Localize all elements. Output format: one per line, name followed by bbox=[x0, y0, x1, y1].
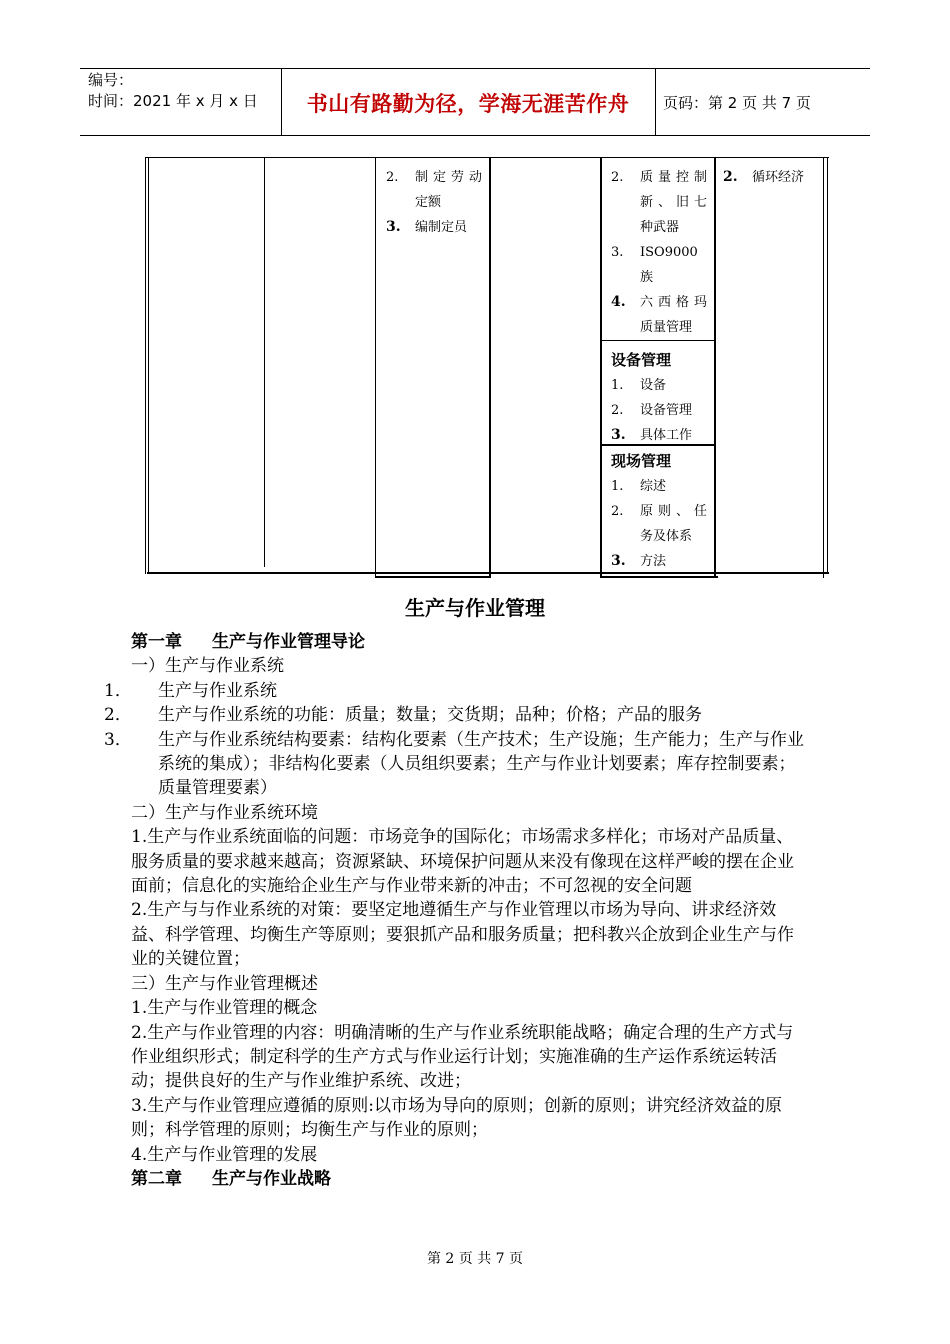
header-bottom-rule bbox=[80, 135, 870, 136]
header-top-rule bbox=[80, 68, 870, 69]
table-col-line-2 bbox=[375, 157, 376, 578]
table-col-line-5 bbox=[714, 157, 716, 578]
list-item: 4. 六西格玛 bbox=[611, 294, 707, 310]
page-footer: 第 2 页 共 7 页 bbox=[426, 1251, 524, 1267]
section-heading: 一）生产与作业系统 bbox=[131, 656, 284, 677]
list-item: 质量管理 bbox=[640, 320, 693, 335]
paragraph: 4.生产与作业管理的发展 bbox=[131, 1144, 318, 1165]
table-col-line-1 bbox=[264, 157, 265, 567]
list-item: 种武器 bbox=[640, 220, 680, 235]
col5-quality-list bbox=[611, 165, 707, 340]
header-time: 时间：2021 年 x 月 x 日 bbox=[88, 92, 258, 110]
document-title: 生产与作业管理 bbox=[405, 596, 545, 620]
section-heading: 二）生产与作业系统环境 bbox=[131, 802, 318, 823]
list-item: 1． 生产与作业系统 bbox=[104, 680, 277, 701]
table-top-border bbox=[145, 157, 829, 158]
header-meta bbox=[88, 70, 258, 112]
list-item: 3. ISO9000 bbox=[611, 245, 698, 260]
list-item: 3. 方法 bbox=[611, 553, 667, 569]
paragraph: 1.生产与作业管理的概念 bbox=[131, 998, 318, 1019]
paragraph: 2.生产与作业管理的内容：明确清晰的生产与作业系统职能战略；确定合理的生产方式与作业组织形式；制定科学的生产方式与作业运行计划；实施准确的生产运作系统运转活动；提供良好的生产与作业维护系统、改进； bbox=[131, 1022, 794, 1092]
list-item: 3. 具体工作 bbox=[611, 427, 693, 443]
equipment-title: 设备管理 bbox=[611, 351, 672, 369]
section-heading: 三）生产与作业管理概述 bbox=[131, 973, 318, 994]
header-page-number: 页码：第 2 页 共 7 页 bbox=[663, 94, 811, 112]
list-item: 2. 制定劳动 bbox=[386, 170, 482, 185]
header-divider-1 bbox=[281, 68, 282, 136]
table-left-border-b bbox=[148, 157, 149, 574]
table-right-border-a bbox=[823, 157, 824, 578]
table-col-line-3 bbox=[489, 157, 491, 578]
list-item: 1. 综述 bbox=[611, 479, 667, 494]
site-title: 现场管理 bbox=[611, 452, 672, 470]
chapter-2-heading: 第二章 生产与作业战略 bbox=[131, 1168, 331, 1189]
paragraph: 2.生产与与作业系统的对策：要坚定地遵循生产与作业管理以市场为导向、讲求经济效益、科学管理、均衡生产等原则；要狠抓产品和服务质量；把科教兴企放到企业生产与作业的关键位置； bbox=[131, 900, 794, 970]
col6-list bbox=[723, 165, 819, 190]
list-item: 新、旧七 bbox=[640, 195, 707, 210]
table-left-border-a bbox=[145, 157, 146, 574]
header-divider-2 bbox=[655, 68, 656, 136]
chapter-1-heading: 第一章 生产与作业管理导论 bbox=[131, 632, 365, 652]
header-motto: 书山有路勤为径，学海无涯苦作舟 bbox=[306, 92, 630, 116]
list-item: 3. 编制定员 bbox=[386, 219, 468, 235]
document-body bbox=[104, 630, 807, 1191]
table-right-border-b bbox=[827, 157, 828, 574]
equipment-section bbox=[611, 347, 707, 448]
list-item: 1. 设备 bbox=[611, 378, 667, 393]
list-item: 定额 bbox=[415, 195, 442, 210]
table-col-line-4 bbox=[600, 157, 602, 578]
table-bottom-shadow-2 bbox=[600, 576, 718, 578]
list-item: 2. 设备管理 bbox=[611, 403, 693, 418]
list-item: 2. 质量控制 bbox=[611, 170, 707, 185]
list-item: 2． 生产与作业系统的功能：质量；数量；交货期；品种；价格；产品的服务 bbox=[104, 705, 702, 726]
site-section bbox=[611, 448, 707, 574]
table-row-divider-1 bbox=[601, 340, 715, 341]
list-item: 族 bbox=[640, 270, 654, 285]
table-bottom-border bbox=[147, 572, 829, 574]
list-item: 务及体系 bbox=[640, 529, 693, 544]
header-number: 编号： bbox=[88, 71, 134, 89]
list-item: 3． 生产与作业系统结构要素：结构化要素（生产技术；生产设施；生产能力；生产与作业系统的集成）；非结构化要素（人员组织要素；生产与作业计划要素；库存控制要素；质量管理要素） bbox=[104, 729, 804, 799]
col3-list bbox=[386, 165, 482, 240]
table-bottom-shadow-1 bbox=[375, 576, 491, 578]
paragraph: 1.生产与作业系统面临的问题：市场竞争的国际化；市场需求多样化；市场对产品质量、服务质量的要求越来越高；资源紧缺、环境保护问题从来没有像现在这样严峻的摆在企业面前；信息化的实施给企业生产与作业带来新的冲击；不可忽视的安全问题 bbox=[131, 827, 794, 897]
list-item: 2. 原则、任 bbox=[611, 504, 707, 519]
list-item: 2. 循环经济 bbox=[723, 169, 805, 185]
paragraph: 3.生产与作业管理应遵循的原则:以市场为导向的原则；创新的原则；讲究经济效益的原则；科学管理的原则；均衡生产与作业的原则； bbox=[131, 1095, 782, 1141]
